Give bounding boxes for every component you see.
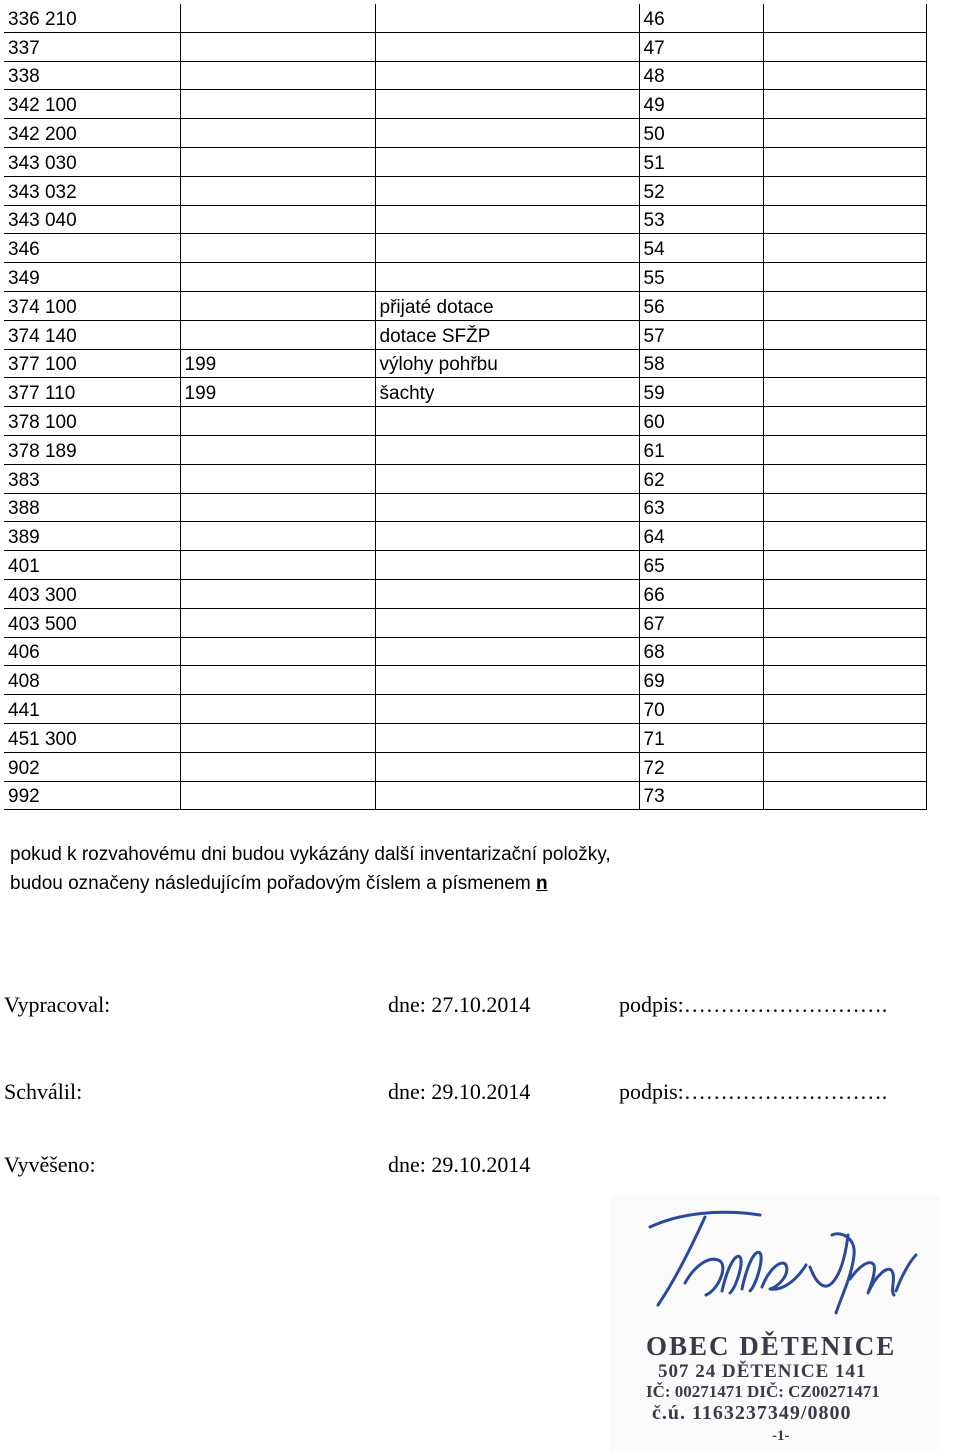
table-row	[4, 781, 926, 810]
account-code-cell: 403 300	[4, 579, 180, 608]
analytic-code-cell	[180, 4, 375, 32]
description-cell	[375, 493, 639, 522]
account-code-cell: 383	[4, 464, 180, 493]
stamp-municipality-name: OBEC DĚTENICE	[646, 1331, 897, 1361]
item-number-cell: 64	[639, 522, 763, 551]
item-number-cell: 48	[639, 61, 763, 90]
analytic-code-cell	[180, 666, 375, 695]
item-number-cell: 63	[639, 493, 763, 522]
description-cell	[375, 695, 639, 724]
analytic-code-cell	[180, 407, 375, 436]
approved-signature-line: podpis:……………………….	[619, 1079, 888, 1104]
analytic-code-cell	[180, 90, 375, 119]
empty-column-cell	[763, 723, 926, 752]
account-code-cell: 342 200	[4, 119, 180, 148]
empty-column-cell	[763, 205, 926, 234]
description-cell	[375, 90, 639, 119]
table-row	[4, 320, 926, 349]
item-number-cell: 60	[639, 407, 763, 436]
description-cell: výlohy pohřbu	[375, 349, 639, 378]
table-row	[4, 407, 926, 436]
empty-column-cell	[763, 176, 926, 205]
account-code-cell: 451 300	[4, 723, 180, 752]
empty-column-cell	[763, 90, 926, 119]
empty-column-cell	[763, 320, 926, 349]
item-number-cell: 62	[639, 464, 763, 493]
empty-column-cell	[763, 435, 926, 464]
table-row	[4, 147, 926, 176]
account-code-cell: 374 100	[4, 291, 180, 320]
description-cell	[375, 263, 639, 292]
description-cell	[375, 147, 639, 176]
description-cell	[375, 119, 639, 148]
table-row	[4, 522, 926, 551]
signature-row-approved	[4, 1079, 960, 1109]
stamp-graphic	[610, 1195, 940, 1453]
account-code-cell: 343 040	[4, 205, 180, 234]
item-number-cell: 57	[639, 320, 763, 349]
account-code-cell: 377 100	[4, 349, 180, 378]
analytic-code-cell	[180, 32, 375, 61]
description-cell	[375, 407, 639, 436]
analytic-code-cell	[180, 723, 375, 752]
description-cell	[375, 176, 639, 205]
empty-column-cell	[763, 637, 926, 666]
item-number-cell: 49	[639, 90, 763, 119]
table-row	[4, 291, 926, 320]
stamp-address: 507 24 DĚTENICE 141	[658, 1361, 867, 1382]
table-row	[4, 349, 926, 378]
table-row	[4, 205, 926, 234]
stamp-page-number: -1-	[772, 1428, 790, 1444]
description-cell	[375, 666, 639, 695]
account-code-cell: 902	[4, 752, 180, 781]
analytic-code-cell	[180, 263, 375, 292]
item-number-cell: 58	[639, 349, 763, 378]
approved-label: Schválil:	[4, 1079, 83, 1104]
description-cell	[375, 723, 639, 752]
note-line-2	[10, 869, 950, 898]
description-cell: dotace SFŽP	[375, 320, 639, 349]
account-code-cell: 343 032	[4, 176, 180, 205]
account-code-cell: 338	[4, 61, 180, 90]
table-row	[4, 234, 926, 263]
item-number-cell: 53	[639, 205, 763, 234]
empty-column-cell	[763, 61, 926, 90]
table-row	[4, 263, 926, 292]
account-code-cell: 377 110	[4, 378, 180, 407]
signature-row-prepared	[4, 992, 960, 1022]
account-code-cell: 378 189	[4, 435, 180, 464]
inventory-table-body	[4, 4, 926, 810]
analytic-code-cell	[180, 464, 375, 493]
description-cell	[375, 205, 639, 234]
account-code-cell: 374 140	[4, 320, 180, 349]
empty-column-cell	[763, 263, 926, 292]
empty-column-cell	[763, 407, 926, 436]
account-code-cell: 336 210	[4, 4, 180, 32]
analytic-code-cell	[180, 176, 375, 205]
inventory-note	[10, 840, 950, 898]
approved-date: dne: 29.10.2014	[388, 1079, 531, 1104]
analytic-code-cell	[180, 119, 375, 148]
item-number-cell: 61	[639, 435, 763, 464]
empty-column-cell	[763, 551, 926, 580]
analytic-code-cell	[180, 435, 375, 464]
analytic-code-cell: 199	[180, 349, 375, 378]
table-row	[4, 666, 926, 695]
item-number-cell: 52	[639, 176, 763, 205]
table-row	[4, 752, 926, 781]
empty-column-cell	[763, 752, 926, 781]
stamp-tax-ids: IČ: 00271471 DIČ: CZ00271471	[646, 1382, 880, 1401]
table-row	[4, 4, 926, 32]
account-code-cell: 406	[4, 637, 180, 666]
item-number-cell: 65	[639, 551, 763, 580]
signature-row-posted	[4, 1152, 960, 1182]
account-code-cell: 389	[4, 522, 180, 551]
analytic-code-cell	[180, 493, 375, 522]
table-row	[4, 723, 926, 752]
empty-column-cell	[763, 291, 926, 320]
analytic-code-cell	[180, 695, 375, 724]
empty-column-cell	[763, 781, 926, 810]
empty-column-cell	[763, 234, 926, 263]
table-row	[4, 32, 926, 61]
official-stamp	[610, 1195, 940, 1453]
analytic-code-cell	[180, 320, 375, 349]
table-row	[4, 579, 926, 608]
stamp-bank-account: č.ú. 1163237349/0800	[652, 1402, 852, 1424]
empty-column-cell	[763, 522, 926, 551]
table-row	[4, 176, 926, 205]
analytic-code-cell	[180, 61, 375, 90]
item-number-cell: 73	[639, 781, 763, 810]
item-number-cell: 51	[639, 147, 763, 176]
analytic-code-cell: 199	[180, 378, 375, 407]
account-code-cell: 337	[4, 32, 180, 61]
account-code-cell: 346	[4, 234, 180, 263]
analytic-code-cell	[180, 637, 375, 666]
empty-column-cell	[763, 32, 926, 61]
analytic-code-cell	[180, 781, 375, 810]
item-number-cell: 54	[639, 234, 763, 263]
empty-column-cell	[763, 349, 926, 378]
account-code-cell: 408	[4, 666, 180, 695]
analytic-code-cell	[180, 752, 375, 781]
analytic-code-cell	[180, 579, 375, 608]
description-cell	[375, 435, 639, 464]
table-row	[4, 608, 926, 637]
description-cell	[375, 464, 639, 493]
analytic-code-cell	[180, 234, 375, 263]
description-cell	[375, 4, 639, 32]
analytic-code-cell	[180, 205, 375, 234]
empty-column-cell	[763, 666, 926, 695]
note-line-1: pokud k rozvahovému dni budou vykázány další inventarizační položky,	[10, 844, 611, 865]
item-number-cell: 59	[639, 378, 763, 407]
posted-date: dne: 29.10.2014	[388, 1152, 531, 1177]
account-code-cell: 378 100	[4, 407, 180, 436]
empty-column-cell	[763, 464, 926, 493]
empty-column-cell	[763, 493, 926, 522]
table-row	[4, 90, 926, 119]
posted-label: Vyvěšeno:	[4, 1152, 96, 1177]
table-row	[4, 61, 926, 90]
analytic-code-cell	[180, 608, 375, 637]
item-number-cell: 66	[639, 579, 763, 608]
item-number-cell: 55	[639, 263, 763, 292]
item-number-cell: 71	[639, 723, 763, 752]
analytic-code-cell	[180, 291, 375, 320]
account-code-cell: 343 030	[4, 147, 180, 176]
empty-column-cell	[763, 608, 926, 637]
table-row	[4, 551, 926, 580]
account-code-cell: 349	[4, 263, 180, 292]
note-letter-marker: n	[535, 873, 548, 894]
item-number-cell: 67	[639, 608, 763, 637]
description-cell	[375, 522, 639, 551]
empty-column-cell	[763, 147, 926, 176]
item-number-cell: 50	[639, 119, 763, 148]
empty-column-cell	[763, 119, 926, 148]
table-row	[4, 637, 926, 666]
item-number-cell: 70	[639, 695, 763, 724]
description-cell	[375, 752, 639, 781]
prepared-signature-line: podpis:……………………….	[619, 992, 888, 1017]
account-code-cell: 388	[4, 493, 180, 522]
empty-column-cell	[763, 378, 926, 407]
account-code-cell: 992	[4, 781, 180, 810]
empty-column-cell	[763, 695, 926, 724]
account-code-cell: 401	[4, 551, 180, 580]
item-number-cell: 68	[639, 637, 763, 666]
description-cell	[375, 608, 639, 637]
analytic-code-cell	[180, 551, 375, 580]
description-cell	[375, 32, 639, 61]
analytic-code-cell	[180, 522, 375, 551]
empty-column-cell	[763, 4, 926, 32]
description-cell	[375, 781, 639, 810]
account-code-cell: 403 500	[4, 608, 180, 637]
account-code-cell: 441	[4, 695, 180, 724]
table-row	[4, 464, 926, 493]
analytic-code-cell	[180, 147, 375, 176]
item-number-cell: 72	[639, 752, 763, 781]
description-cell	[375, 551, 639, 580]
table-row	[4, 435, 926, 464]
item-number-cell: 56	[639, 291, 763, 320]
description-cell	[375, 637, 639, 666]
table-row	[4, 378, 926, 407]
item-number-cell: 69	[639, 666, 763, 695]
description-cell: přijaté dotace	[375, 291, 639, 320]
empty-column-cell	[763, 579, 926, 608]
inventory-table	[4, 4, 927, 810]
description-cell	[375, 61, 639, 90]
table-row	[4, 493, 926, 522]
note-line-2-text: budou označeny následujícím pořadovým číslem a písmenem	[10, 873, 536, 894]
item-number-cell: 46	[639, 4, 763, 32]
prepared-date: dne: 27.10.2014	[388, 992, 531, 1017]
description-cell	[375, 579, 639, 608]
prepared-label: Vypracoval:	[4, 992, 111, 1017]
item-number-cell: 47	[639, 32, 763, 61]
table-row	[4, 695, 926, 724]
description-cell	[375, 234, 639, 263]
description-cell: šachty	[375, 378, 639, 407]
table-row	[4, 119, 926, 148]
account-code-cell: 342 100	[4, 90, 180, 119]
